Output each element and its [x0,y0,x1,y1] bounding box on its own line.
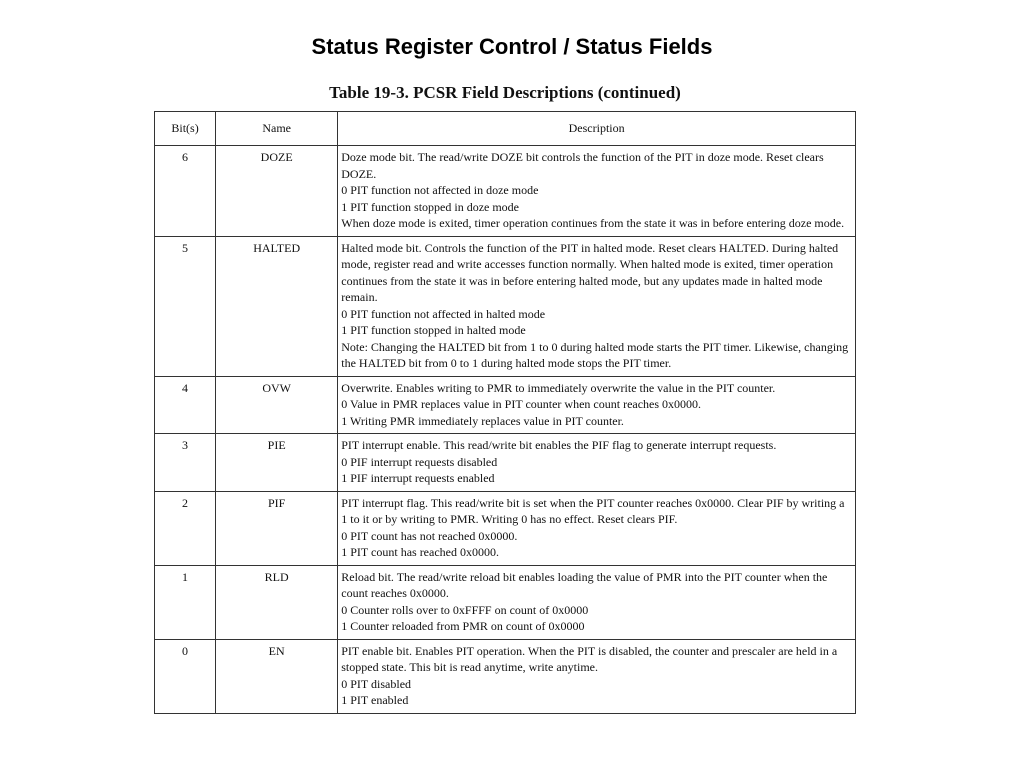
cell-bit: 3 [155,434,216,492]
header-bit: Bit(s) [155,112,216,146]
description-line: 1 PIT function stopped in doze mode [341,199,519,214]
cell-bit: 4 [155,376,216,434]
table-row [155,639,856,713]
cell-name: OVW [216,376,338,434]
cell-bit: 5 [155,236,216,376]
cell-name: PIE [216,434,338,492]
description-line: PIT interrupt enable. This read/write bit enables the PIF flag to generate interrupt requests. [341,438,777,452]
cell-description [338,434,856,492]
description-line: 1 PIT function stopped in halted mode [341,323,526,337]
description-line: Overwrite. Enables writing to PMR to immediately overwrite the value in the PIT counter. [341,380,776,395]
cell-name: DOZE [216,146,338,237]
description-line: 1 PIF interrupt requests enabled [341,471,495,485]
cell-bit: 2 [155,491,216,565]
description-line: Note: Changing the HALTED bit from 1 to 0 during halted mode starts the PIT timer. Likewise, changing the HALTED bit from 0 to 1 during halted mode stops the PIT timer. [341,339,849,370]
cell-bit: 1 [155,565,216,639]
cell-name: RLD [216,565,338,639]
cell-description [338,639,856,713]
table-row [155,434,856,492]
description-line: PIT interrupt flag. This read/write bit is set when the PIT counter reaches 0x0000. Clear PIF by writing a 1 to it or by writing to PMR. Writing 0 has no effect. Reset clears PIF. [341,495,845,526]
cell-description [338,491,856,565]
table-caption: Table 19-3. PCSR Field Descriptions (continued) [329,83,681,102]
table-header [155,112,856,146]
description-line: When doze mode is exited, timer operation continues from the state it was in before entering doze mode. [341,216,845,230]
description-line: Halted mode bit. Controls the function of the PIT in halted mode. Reset clears HALTED. During halted mode, register read and write accesses function normally. When halted mode is exited, timer operation continues from the state it was in before entering halted mode, but any updates made in halted mode remain. [341,240,839,304]
description-line: 0 Counter rolls over to 0xFFFF on count of 0x0000 [341,602,589,617]
description-line: Reload bit. The read/write reload bit enables loading the value of PMR into the PIT counter when the count reaches 0x0000. [341,569,828,600]
table-body [155,146,856,714]
description-line: 0 PIT function not affected in halted mode [341,306,546,321]
cell-bit: 6 [155,146,216,237]
header-name: Name [216,112,338,146]
cell-bit: 0 [155,639,216,713]
table-row [155,565,856,639]
description-line: 1 Counter reloaded from PMR on count of 0x0000 [341,619,585,633]
cell-name: HALTED [216,236,338,376]
cell-description [338,236,856,376]
cell-name: EN [216,639,338,713]
description-line: 0 Value in PMR replaces value in PIT counter when count reaches 0x0000. [341,397,702,411]
table-row [155,146,856,237]
description-line: Doze mode bit. The read/write DOZE bit controls the function of the PIT in doze mode. Reset clears DOZE. [341,150,824,181]
description-line: 0 PIT function not affected in doze mode [341,183,539,197]
description-line: 0 PIF interrupt requests disabled [341,454,498,469]
pcsr-field-table [154,111,856,714]
description-line: 0 PIT count has not reached 0x0000. [341,528,518,543]
table-row [155,376,856,434]
cell-name: PIF [216,491,338,565]
description-line: PIT enable bit. Enables PIT operation. When the PIT is disabled, the counter and prescaler are held in a stopped state. This bit is read anytime, write anytime. [341,643,838,674]
cell-description [338,565,856,639]
description-line: 1 PIT count has reached 0x0000. [341,545,499,559]
slide-title: Status Register Control / Status Fields [311,34,713,59]
description-line: 1 PIT enabled [341,693,409,707]
header-row [155,112,856,146]
description-line: 0 PIT disabled [341,676,412,691]
table-row [155,491,856,565]
cell-description [338,146,856,237]
header-description: Description [338,112,856,146]
table-row [155,236,856,376]
description-line: 1 Writing PMR immediately replaces value in PIT counter. [341,413,624,428]
cell-description [338,376,856,434]
